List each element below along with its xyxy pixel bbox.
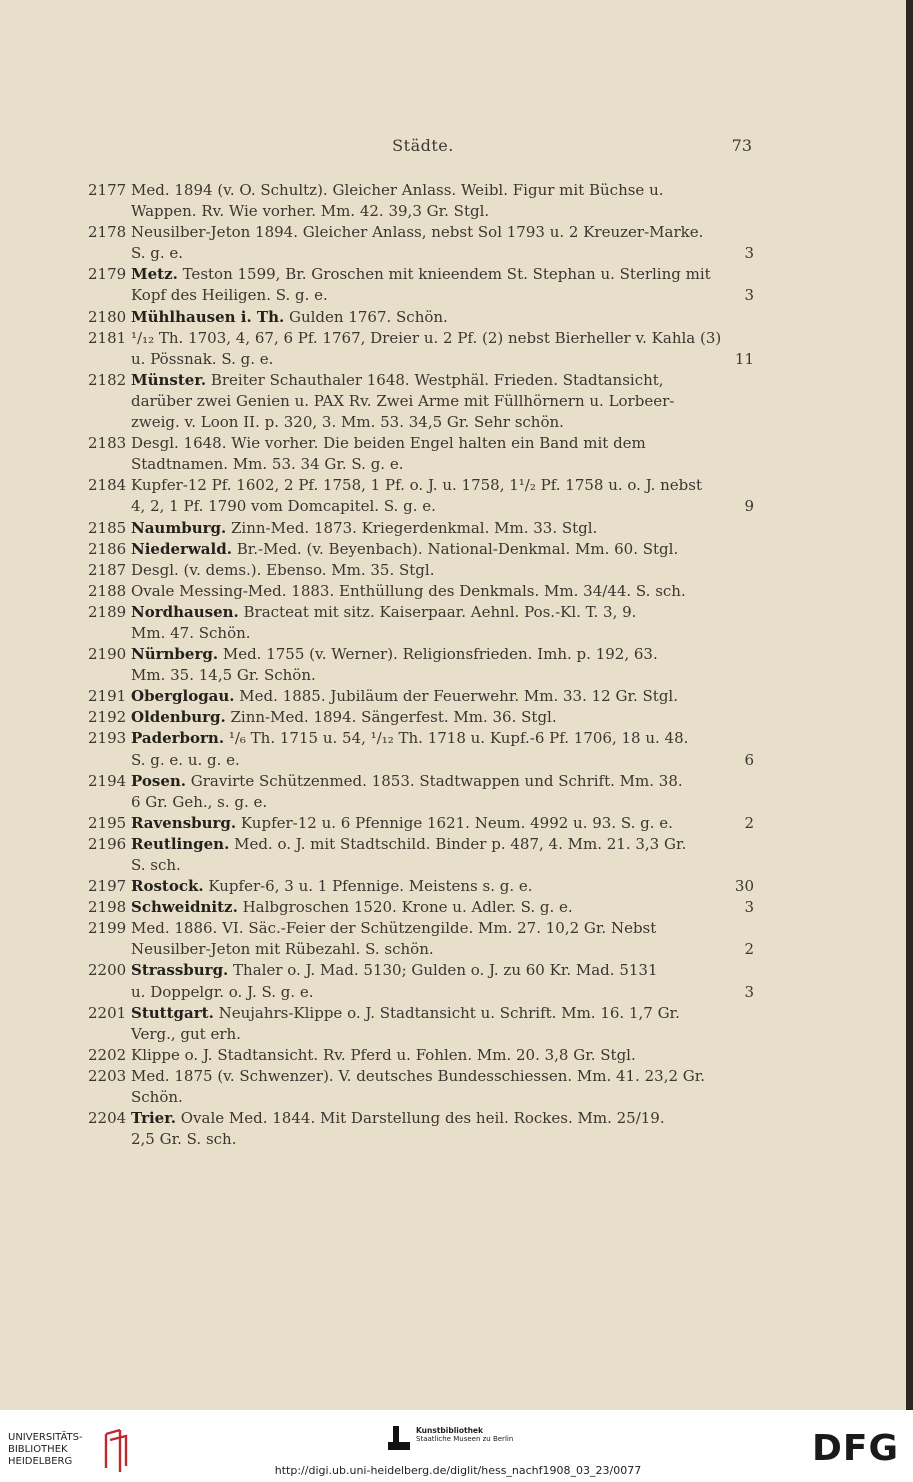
entry-line — [88, 771, 754, 792]
entry-number: 2182 — [88, 370, 127, 389]
entry-line — [88, 897, 754, 918]
entry-line — [88, 454, 754, 475]
entry-price: 11 — [734, 349, 754, 368]
catalog-entry — [88, 581, 754, 602]
entry-text: Desgl. (v. dems.). Ebenso. Mm. 35. Stgl. — [131, 560, 435, 579]
entry-line — [88, 391, 754, 412]
entry-price: 3 — [744, 898, 754, 917]
entry-text: 6 Gr. Geh., s. g. e. — [131, 792, 268, 811]
entry-text: Br.-Med. (v. Beyenbach). National-Denkmal. Mm. 60. Stgl. — [231, 539, 679, 558]
entry-number: 2181 — [88, 328, 127, 347]
entry-city: Trier. — [131, 1109, 176, 1128]
entry-line — [88, 855, 754, 876]
entry-text: Zinn-Med. 1894. Sängerfest. Mm. 36. Stgl. — [225, 708, 557, 727]
entry-line — [88, 686, 754, 707]
ub-heidelberg-logo[interactable] — [8, 1428, 132, 1472]
entry-city: Posen. — [131, 771, 186, 790]
entry-text: Ovale Med. 1844. Mit Darstellung des heil. Rockes. Mm. 25/19. — [175, 1109, 665, 1128]
entry-line — [88, 1024, 754, 1045]
entry-text: zweig. v. Loon II. p. 320, 3. Mm. 53. 34,5 Gr. Sehr schön. — [131, 413, 564, 432]
catalog-entry — [88, 370, 754, 433]
entry-number: 2197 — [88, 877, 127, 896]
entry-line — [88, 813, 754, 834]
entry-line — [88, 602, 754, 623]
entry-number: 2196 — [88, 834, 127, 853]
entry-text: u. Doppelgr. o. J. S. g. e. — [131, 982, 314, 1001]
ub-heidelberg-wordmark: UNIVERSITÄTS- BIBLIOTHEK HEIDELBERG — [8, 1432, 83, 1467]
entry-price: 3 — [744, 982, 754, 1001]
entry-line — [88, 307, 754, 328]
entry-line — [88, 750, 754, 771]
entry-number: 2202 — [88, 1045, 127, 1064]
entry-city: Niederwald. — [131, 539, 232, 558]
entry-text: S. sch. — [131, 856, 181, 874]
entry-city: Schweidnitz. — [131, 898, 238, 917]
entry-text: Mm. 35. 14,5 Gr. Schön. — [131, 666, 316, 685]
entry-text: Ovale Messing-Med. 1883. Enthüllung des Denkmals. Mm. 34/44. S. sch. — [131, 581, 686, 600]
entry-line — [88, 539, 754, 560]
entry-number: 2191 — [88, 687, 127, 706]
entry-number: 2189 — [88, 602, 127, 621]
entry-line — [88, 285, 754, 306]
entry-text: 4, 2, 1 Pf. 1790 vom Domcapitel. S. g. e. — [131, 497, 436, 516]
entry-line — [88, 475, 754, 496]
entry-text: Klippe o. J. Stadtansicht. Rv. Pferd u. Fohlen. Mm. 20. 3,8 Gr. Stgl. — [131, 1045, 636, 1064]
entry-number: 2177 — [88, 181, 127, 199]
entry-price: 2 — [744, 940, 754, 959]
entry-text: Wappen. Rv. Wie vorher. Mm. 42. 39,3 Gr. Stgl. — [131, 202, 490, 221]
entry-number: 2180 — [88, 307, 127, 326]
catalog-entries — [88, 180, 754, 1150]
entry-line — [88, 876, 754, 897]
entry-line — [88, 960, 754, 981]
entry-text: Teston 1599, Br. Groschen mit knieendem St. Stephan u. Sterling mit — [177, 265, 711, 284]
entry-text: 2,5 Gr. S. sch. — [131, 1130, 237, 1149]
entry-line — [88, 1045, 754, 1066]
catalog-entry — [88, 264, 754, 306]
catalog-entry — [88, 813, 754, 834]
entry-number: 2190 — [88, 645, 127, 664]
catalog-entry — [88, 834, 754, 876]
entry-text: Verg., gut erh. — [131, 1024, 241, 1043]
catalog-entry — [88, 876, 754, 897]
entry-line — [88, 982, 754, 1003]
ub-emblem-icon — [100, 1428, 132, 1472]
entry-text: Kopf des Heiligen. S. g. e. — [131, 286, 328, 305]
entry-line — [88, 792, 754, 813]
catalog-entry — [88, 1003, 754, 1045]
catalog-entry — [88, 539, 754, 560]
catalog-entry — [88, 475, 754, 517]
entry-line — [88, 328, 754, 349]
entry-line — [88, 222, 754, 243]
entry-line — [88, 496, 754, 517]
entry-text: Neusilber-Jeton mit Rübezahl. S. schön. — [131, 940, 434, 959]
entry-city: Münster. — [131, 370, 207, 389]
entry-number: 2192 — [88, 708, 127, 727]
entry-number: 2204 — [88, 1109, 127, 1128]
entry-text: Kupfer-12 u. 6 Pfennige 1621. Neum. 4992 u. 93. S. g. e. — [236, 813, 673, 832]
entry-line — [88, 644, 754, 665]
entry-line — [88, 560, 754, 581]
entry-text: Gulden 1767. Schön. — [284, 307, 448, 326]
catalog-entry — [88, 644, 754, 686]
catalog-entry — [88, 307, 754, 328]
entry-line — [88, 1108, 754, 1129]
entry-text: Neusilber-Jeton 1894. Gleicher Anlass, nebst Sol 1793 u. 2 Kreuzer-Marke. — [131, 223, 704, 242]
entry-text: Kupfer-6, 3 u. 1 Pfennige. Meistens s. g. e. — [203, 877, 533, 896]
entry-text: Halbgroschen 1520. Krone u. Adler. S. g. e. — [237, 898, 573, 917]
catalog-entry — [88, 918, 754, 960]
catalog-entry — [88, 960, 754, 1002]
entry-text: Kupfer-12 Pf. 1602, 2 Pf. 1758, 1 Pf. o. J. u. 1758, 1¹/₂ Pf. 1758 u. o. J. nebst — [131, 476, 702, 495]
entry-price: 2 — [744, 813, 754, 832]
entry-line — [88, 370, 754, 391]
entry-number: 2178 — [88, 223, 127, 242]
entry-line — [88, 349, 754, 370]
catalog-entry — [88, 602, 754, 644]
entry-number: 2185 — [88, 518, 127, 537]
entry-text: Stadtnamen. Mm. 53. 34 Gr. S. g. e. — [131, 455, 404, 474]
entry-line — [88, 834, 754, 855]
catalog-entry — [88, 222, 754, 264]
entry-line — [88, 264, 754, 285]
entry-line — [88, 201, 754, 222]
entry-city: Mühlhausen i. Th. — [131, 307, 285, 326]
entry-city: Paderborn. — [131, 729, 225, 748]
entry-number: 2198 — [88, 898, 127, 917]
entry-city: Ravensburg. — [131, 813, 237, 832]
entry-city: Naumburg. — [131, 518, 227, 537]
entry-text: Med. 1875 (v. Schwenzer). V. deutsches Bundesschiessen. Mm. 41. 23,2 Gr. — [131, 1066, 706, 1085]
entry-number: 2195 — [88, 813, 127, 832]
entry-line — [88, 433, 754, 454]
entry-city: Stuttgart. — [131, 1003, 214, 1022]
entry-city: Nordhausen. — [131, 602, 239, 621]
entry-line — [88, 918, 754, 939]
entry-text: Med. 1885. Jubiläum der Feuerwehr. Mm. 33. 12 Gr. Stgl. — [234, 687, 678, 706]
entry-text: Gravirte Schützenmed. 1853. Stadtwappen und Schrift. Mm. 38. — [186, 771, 683, 790]
entry-price: 3 — [744, 286, 754, 305]
catalog-entry — [88, 707, 754, 728]
entry-line — [88, 665, 754, 686]
entry-city: Strassburg. — [131, 961, 229, 980]
entry-line — [88, 581, 754, 602]
entry-city: Oberglogau. — [131, 687, 235, 706]
entry-line — [88, 707, 754, 728]
entry-number: 2186 — [88, 539, 127, 558]
entry-line — [88, 1066, 754, 1087]
entry-line — [88, 623, 754, 644]
entry-city: Metz. — [131, 265, 178, 284]
entry-text: Neujahrs-Klippe o. J. Stadtansicht u. Schrift. Mm. 16. 1,7 Gr. — [213, 1003, 680, 1022]
entry-line — [88, 939, 754, 960]
entry-text: Schön. — [131, 1088, 183, 1107]
catalog-entry — [88, 686, 754, 707]
page-edge — [906, 0, 913, 1410]
page-number: 73 — [731, 136, 752, 155]
entry-text: Desgl. 1648. Wie vorher. Die beiden Engel halten ein Band mit dem — [131, 434, 646, 453]
entry-text: ¹/₆ Th. 1715 u. 54, ¹/₁₂ Th. 1718 u. Kupf.-6 Pf. 1706, 18 u. 48. — [224, 729, 689, 748]
entry-city: Reutlingen. — [131, 834, 230, 853]
entry-city: Nürnberg. — [131, 645, 219, 664]
entry-text: Med. 1755 (v. Werner). Religionsfrieden. Imh. p. 192, 63. — [218, 645, 658, 664]
entry-price: 9 — [744, 497, 754, 516]
entry-text: Med. 1886. VI. Säc.-Feier der Schützengilde. Mm. 27. 10,2 Gr. Nebst — [131, 919, 657, 938]
entry-price: 3 — [744, 244, 754, 263]
entry-number: 2200 — [88, 961, 127, 980]
entry-number: 2193 — [88, 729, 127, 748]
entry-line — [88, 412, 754, 433]
entry-text: Mm. 47. Schön. — [131, 623, 251, 642]
entry-text: darüber zwei Genien u. PAX Rv. Zwei Arme mit Füllhörnern u. Lorbeer- — [131, 391, 675, 410]
entry-number: 2203 — [88, 1066, 127, 1085]
catalog-entry — [88, 1066, 754, 1108]
dfg-logo[interactable]: DFG — [812, 1428, 900, 1469]
catalog-entry — [88, 180, 754, 222]
entry-city: Oldenburg. — [131, 708, 226, 727]
catalog-entry — [88, 1108, 754, 1150]
entry-number: 2187 — [88, 560, 127, 579]
entry-text: Breiter Schauthaler 1648. Westphäl. Frieden. Stadtansicht, — [206, 370, 664, 389]
entry-number: 2201 — [88, 1003, 127, 1022]
kunstbibliothek-logo[interactable] — [388, 1424, 538, 1452]
kunstbibliothek-emblem-icon — [388, 1426, 410, 1450]
entry-text: Thaler o. J. Mad. 5130; Gulden o. J. zu 60 Kr. Mad. 5131 — [228, 961, 658, 980]
entry-text: Bracteat mit sitz. Kaiserpaar. Aehnl. Pos.-Kl. T. 3, 9. — [238, 602, 637, 621]
entry-text: Med. o. J. mit Stadtschild. Binder p. 487, 4. Mm. 21. 3,3 Gr. — [229, 834, 687, 853]
entry-text: Zinn-Med. 1873. Kriegerdenkmal. Mm. 33. Stgl. — [226, 518, 598, 537]
entry-line — [88, 728, 754, 749]
entry-number: 2184 — [88, 476, 127, 495]
entry-text: S. g. e. u. g. e. — [131, 750, 240, 769]
running-header-title: Städte. — [392, 136, 454, 155]
entry-line — [88, 1003, 754, 1024]
entry-number: 2188 — [88, 581, 127, 600]
source-url[interactable]: http://digi.ub.uni-heidelberg.de/diglit/hess_nachf1908_03_23/0077 — [274, 1464, 642, 1477]
entry-price: 30 — [734, 877, 754, 896]
entry-text: S. g. e. — [131, 244, 184, 263]
entry-line — [88, 243, 754, 264]
entry-number: 2183 — [88, 434, 127, 453]
entry-number: 2179 — [88, 265, 127, 284]
catalog-entry — [88, 771, 754, 813]
entry-text: Med. 1894 (v. O. Schultz). Gleicher Anlass. Weibl. Figur mit Büchse u. — [131, 181, 664, 199]
catalog-entry — [88, 433, 754, 475]
entry-city: Rostock. — [131, 877, 204, 896]
catalog-entry — [88, 728, 754, 770]
entry-line — [88, 1087, 754, 1108]
entry-text: u. Pössnak. S. g. e. — [131, 349, 274, 368]
entry-line — [88, 1129, 754, 1150]
catalog-entry — [88, 1045, 754, 1066]
catalog-entry — [88, 897, 754, 918]
entry-price: 6 — [744, 750, 754, 769]
kunstbibliothek-wordmark: Kunstbibliothek Staatliche Museen zu Berlin — [416, 1426, 514, 1443]
entry-number: 2194 — [88, 771, 127, 790]
entry-line — [88, 518, 754, 539]
entry-number: 2199 — [88, 919, 127, 938]
catalog-entry — [88, 328, 754, 370]
catalog-entry — [88, 518, 754, 539]
entry-text: ¹/₁₂ Th. 1703, 4, 67, 6 Pf. 1767, Dreier u. 2 Pf. (2) nebst Bierheller v. Kahla (3) — [131, 328, 722, 347]
entry-line — [88, 180, 754, 201]
catalog-entry — [88, 560, 754, 581]
